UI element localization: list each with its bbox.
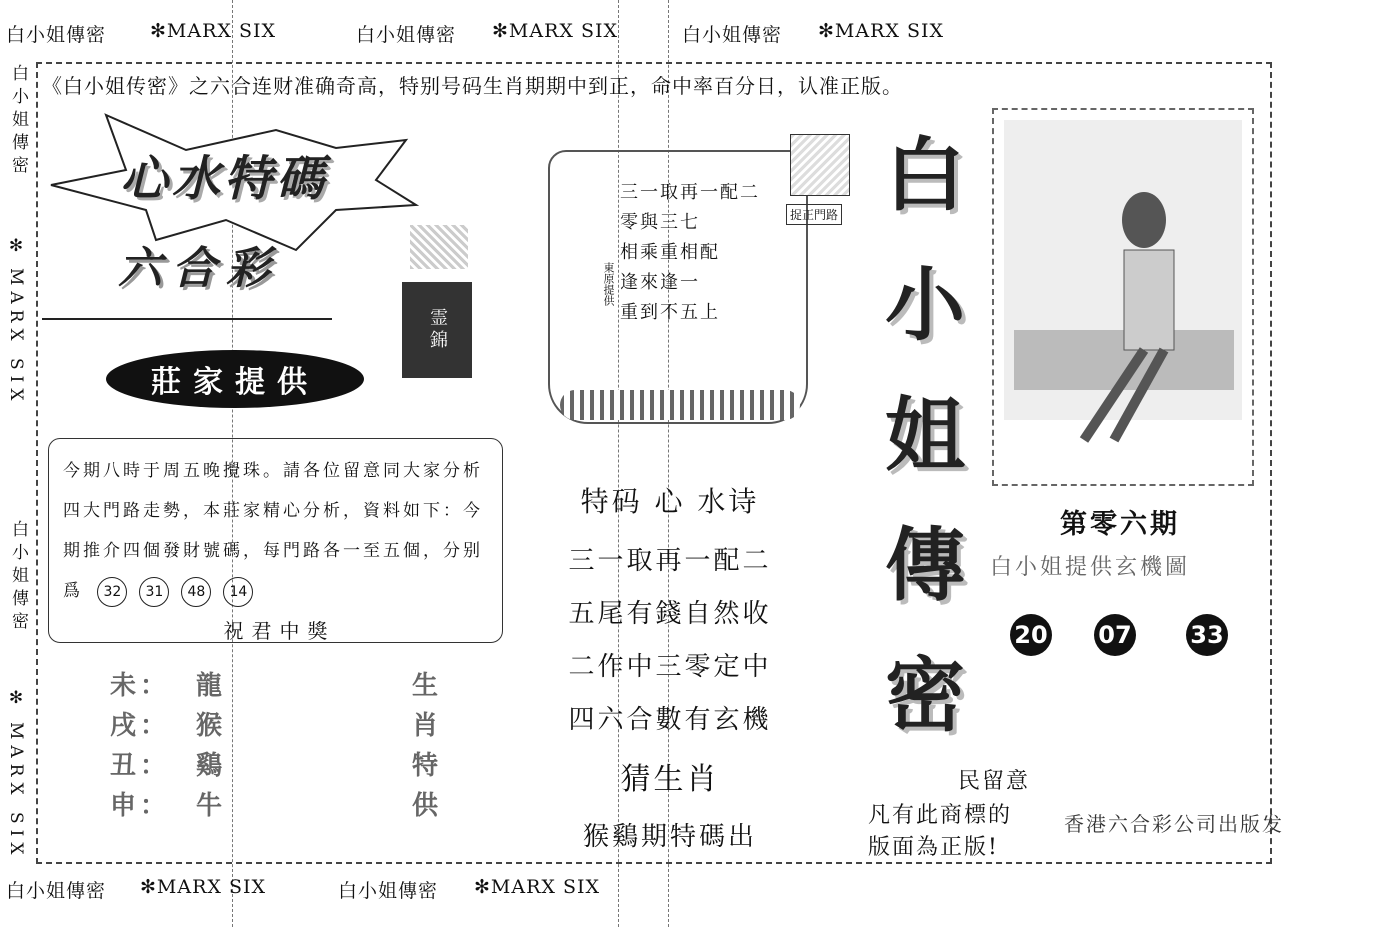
banner-bottom-1: 白小姐傳密	[6, 880, 107, 902]
zodiac-cell: 肖	[412, 711, 443, 741]
zodiac-cell: 供	[412, 791, 443, 821]
banner-bottom-2: ✻MARX SIX	[140, 876, 267, 898]
brand-char: 傳	[885, 518, 965, 612]
scroll-line: 重到不五上	[620, 302, 720, 323]
issue-subtitle: 白小姐提供玄機圖	[990, 555, 1191, 580]
provider-badge: 莊家提供	[106, 350, 364, 408]
notice-box	[48, 438, 503, 643]
banner-top-6: ✻MARX SIX	[818, 20, 945, 42]
photo-placeholder	[994, 110, 1252, 484]
photo-woman	[992, 108, 1254, 486]
brand-vertical	[870, 110, 980, 760]
side-banner-4: 白小姐傳密	[8, 520, 28, 635]
brand-char: 姐	[885, 388, 965, 482]
scroll-ornament	[560, 390, 800, 420]
banner-top-5: 白小姐傳密	[682, 24, 783, 46]
brand-char: 白	[885, 128, 965, 222]
zodiac-col-c	[412, 666, 442, 826]
result-ball: 07	[1094, 614, 1136, 656]
result-ball: 20	[1010, 614, 1052, 656]
zodiac-cell: 鷄	[196, 751, 227, 781]
number-ball: 32	[97, 577, 127, 607]
scroll-line: 相乘重相配	[620, 242, 720, 263]
result-ball: 33	[1186, 614, 1228, 656]
banner-top-4: ✻MARX SIX	[492, 20, 619, 42]
side-banner-2: ✻	[6, 236, 26, 262]
warn-line-1: 民留意	[958, 769, 1031, 794]
vertical-stamp: 霊錦	[402, 282, 472, 378]
intro-line: 《白小姐传密》之六合连财准确奇高，特别号码生肖期期中到正，命中率百分日，认准正版。	[42, 74, 903, 98]
number-ball: 31	[139, 577, 169, 607]
zodiac-cell: 戌：	[110, 711, 171, 741]
banner-top-3: 白小姐傳密	[356, 24, 457, 46]
zodiac-cell: 龍	[196, 671, 227, 701]
side-banner-1: 白小姐傳密	[8, 64, 28, 179]
warn-line-2: 凡有此商標的	[868, 803, 1013, 828]
banner-top-1: 白小姐傳密	[6, 24, 107, 46]
banner-bottom-3: 白小姐傳密	[338, 880, 439, 902]
zodiac-cell: 牛	[196, 791, 227, 821]
issue-title: 第零六期	[1060, 509, 1180, 540]
number-ball: 14	[223, 577, 253, 607]
side-banner-6: MARX SIX	[6, 722, 26, 861]
scroll-line: 零與三七	[620, 212, 700, 233]
poem-title: 特码 心 水诗	[580, 485, 760, 518]
zodiac-col-b	[196, 666, 226, 826]
poem-line: 二作中三零定中	[568, 652, 772, 682]
banner-bottom-4: ✻MARX SIX	[474, 876, 601, 898]
scroll-side-text: 東原提供	[602, 262, 615, 306]
sub-title: 六合彩	[118, 243, 280, 294]
emblem-icon	[410, 225, 468, 269]
scroll-lines	[620, 178, 760, 328]
main-title: 心水特碼	[120, 151, 329, 207]
notice-text: 今期八時于周五晚攪珠。請各位留意同大家分析四大門路走勢，本莊家精心分析，資料如下：今期推介四個發財號碼，每門路各一至五個，分别爲	[63, 461, 483, 601]
poem-line: 四六合數有玄機	[568, 705, 772, 735]
number-ball: 48	[181, 577, 211, 607]
zodiac-col-a	[110, 666, 170, 826]
zodiac-cell: 猴	[196, 711, 227, 741]
zodiac-cell: 特	[412, 751, 443, 781]
zodiac-cell: 生	[412, 671, 443, 701]
zodiac-cell: 申：	[110, 791, 171, 821]
banner-top-2: ✻MARX SIX	[150, 20, 277, 42]
zodiac-cell: 未：	[110, 671, 171, 701]
seal-icon	[790, 134, 850, 196]
scroll-line: 三一取再一配二	[620, 182, 760, 203]
side-banner-3: MARX SIX	[6, 268, 26, 407]
brand-char: 密	[885, 648, 965, 742]
warn-line-3: 版面為正版!	[868, 835, 999, 860]
zodiac-cell: 丑：	[110, 751, 171, 781]
divider	[42, 318, 332, 320]
publisher-line: 香港六合彩公司出版发	[1064, 812, 1284, 836]
guess-title: 猜生肖	[620, 762, 720, 797]
guess-answer: 猴鷄期特碼出	[582, 822, 757, 852]
wish-text: 祝君中獎	[223, 619, 336, 643]
scroll-line: 逢來逢一	[620, 272, 700, 293]
brand-char: 小	[885, 258, 965, 352]
poem-line: 五尾有錢自然收	[568, 599, 772, 629]
side-banner-5: ✻	[6, 688, 26, 714]
seal-tag: 捉正門路	[786, 204, 842, 225]
poem-line: 三一取再一配二	[568, 546, 772, 576]
number-list	[91, 571, 259, 611]
